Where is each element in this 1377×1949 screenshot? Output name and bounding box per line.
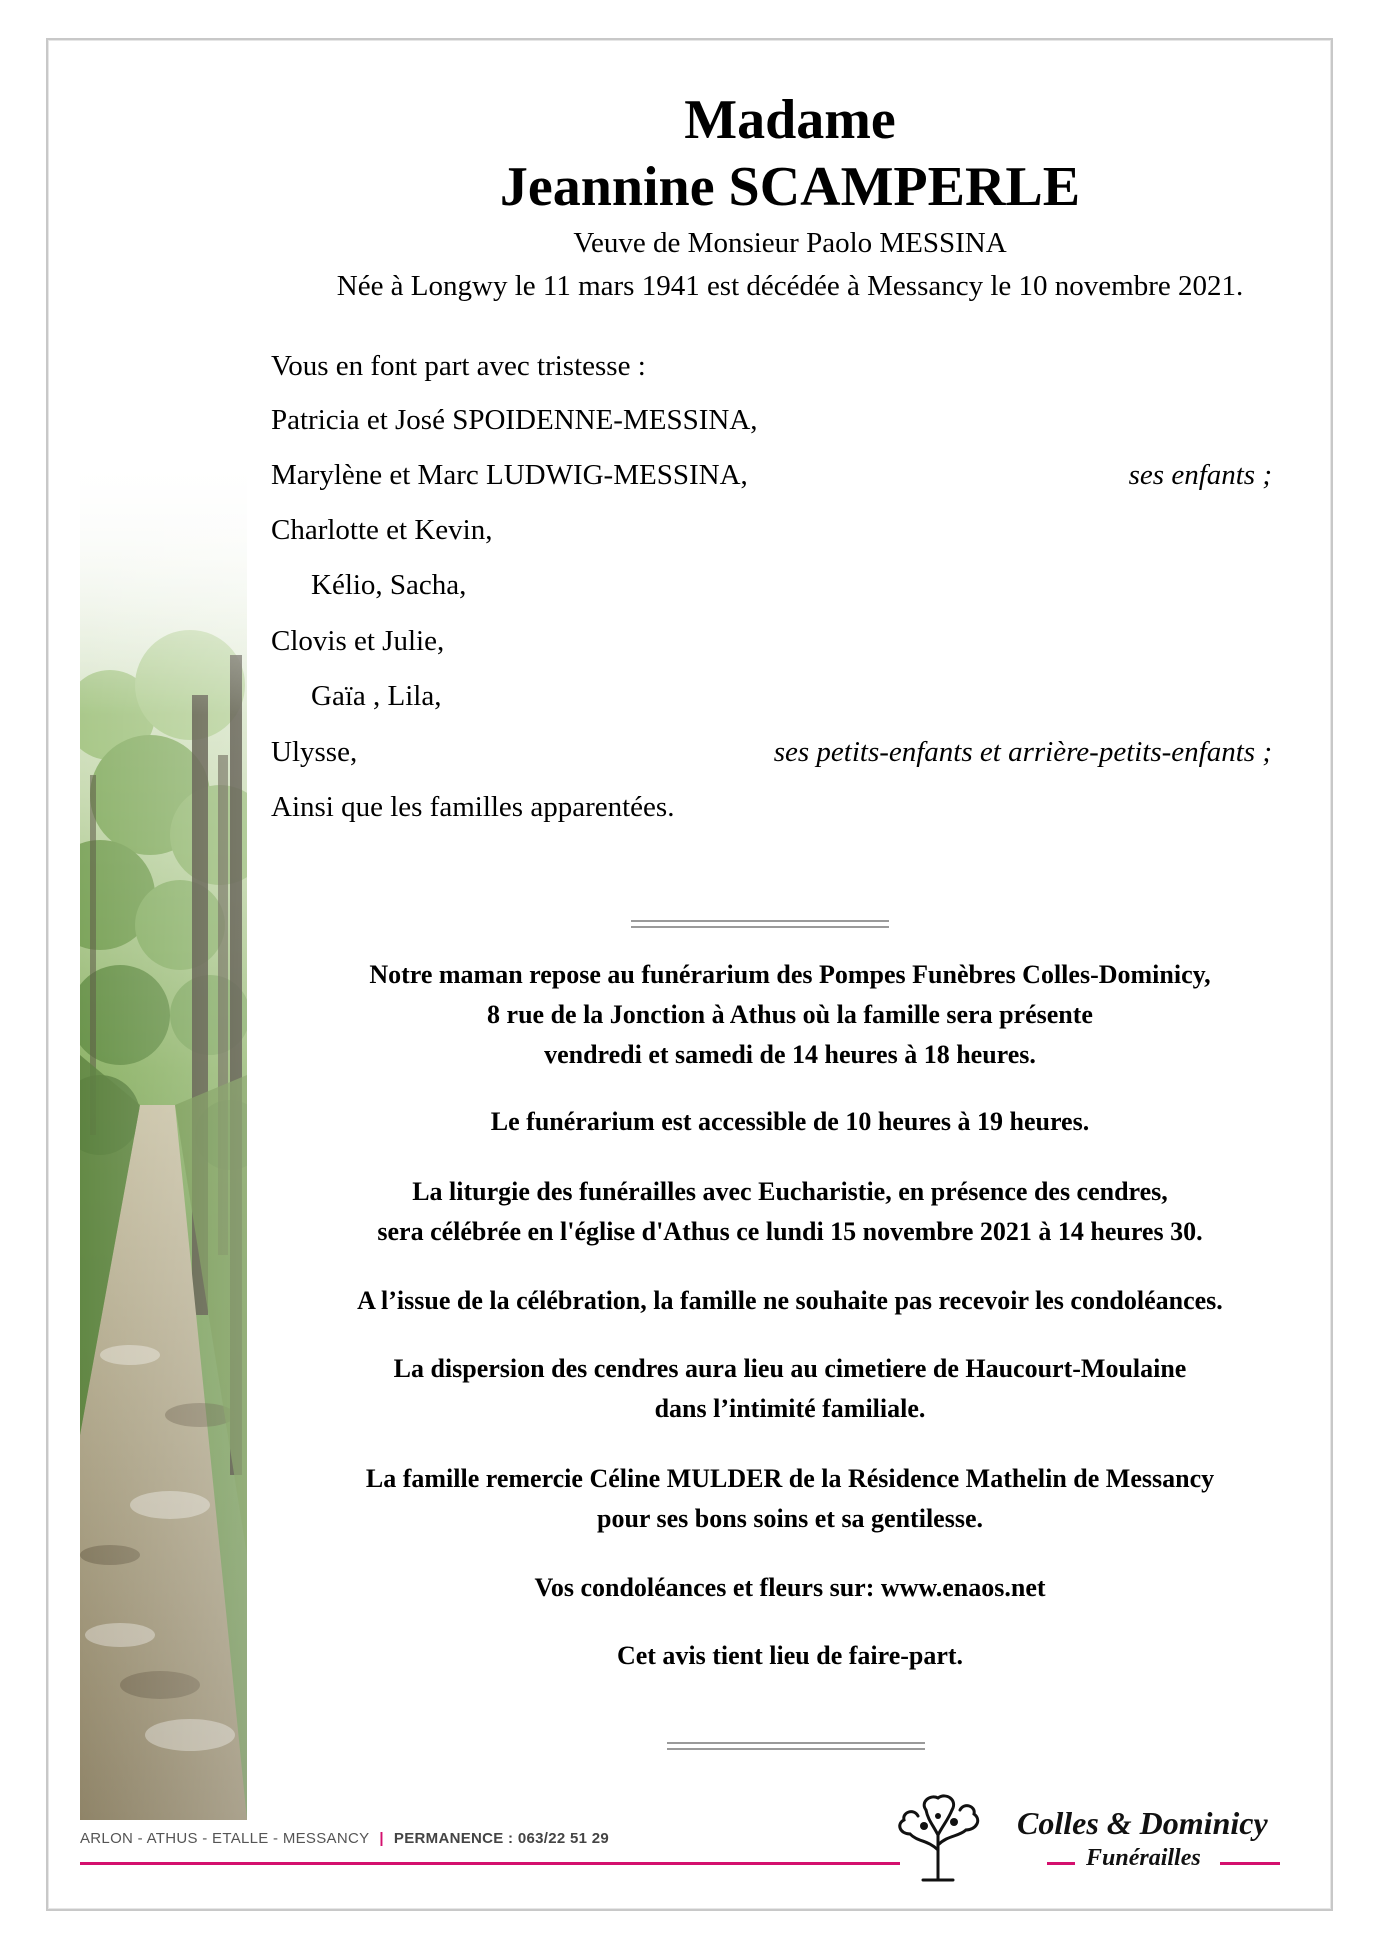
dispersion-notice [260, 1349, 1320, 1429]
family-line: Clovis et Julie, [271, 625, 445, 657]
website-notice: Vos condoléances et fleurs sur: www.enaos.net [534, 1573, 1046, 1602]
family-intro: Vous en font part avec tristesse : [271, 350, 646, 382]
notice-line: La famille remercie Céline MULDER de la Résidence Mathelin de Messancy [365, 1464, 1215, 1493]
notice-line: pour ses bons soins et sa gentilesse. [597, 1504, 983, 1533]
birth-death-line: Née à Longwy le 11 mars 1941 est décédée à Messancy le 10 novembre 2021. [336, 270, 1244, 302]
forest-path-image [80, 455, 247, 1820]
brand-name: Colles & Dominicy [1017, 1805, 1268, 1841]
tree-icon [888, 1790, 988, 1890]
notice-line: vendredi et samedi de 14 heures à 18 heures. [544, 1040, 1036, 1069]
condolences-notice: A l’issue de la célébration, la famille ne souhaite pas recevoir les condoléances. [357, 1286, 1223, 1315]
funerarium-notice [260, 955, 1320, 1075]
divider-top [631, 920, 889, 928]
footer-pink-line-left [80, 1862, 900, 1865]
family-line: Kélio, Sacha, [311, 569, 467, 601]
family-line: Marylène et Marc LUDWIG-MESSINA, [271, 459, 748, 491]
notice-line: La liturgie des funérailles avec Eucharistie, en présence des cendres, [412, 1177, 1168, 1206]
liturgy-notice [260, 1172, 1320, 1252]
brand-subtitle: Funérailles [1086, 1845, 1201, 1871]
faire-part-notice: Cet avis tient lieu de faire-part. [616, 1641, 964, 1670]
notice-line: sera célébrée en l'église d'Athus ce lundi 15 novembre 2021 à 14 heures 30. [377, 1217, 1203, 1246]
footer-separator: | [379, 1830, 384, 1847]
notice-line: Notre maman repose au funérarium des Pompes Funèbres Colles-Dominicy, [369, 960, 1211, 989]
notice-line: La dispersion des cendres aura lieu au cimetiere de Haucourt-Moulaine [393, 1354, 1187, 1383]
children-label: ses enfants ; [1128, 459, 1272, 491]
widow-of-line: Veuve de Monsieur Paolo MESSINA [573, 227, 1007, 259]
family-line: Ulysse, [271, 736, 358, 768]
honorific-title: Madame [684, 89, 896, 151]
grandchildren-label: ses petits-enfants et arrière-petits-enfants ; [773, 736, 1272, 768]
deceased-name: Jeannine SCAMPERLE [499, 156, 1081, 218]
family-line: Charlotte et Kevin, [271, 514, 493, 546]
permanence-phone: PERMANENCE : 063/22 51 29 [393, 1830, 609, 1847]
access-notice: Le funérarium est accessible de 10 heures à 19 heures. [490, 1107, 1090, 1136]
family-line: Ainsi que les familles apparentées. [271, 791, 675, 823]
divider-bottom [667, 1742, 925, 1750]
thanks-notice [260, 1459, 1320, 1539]
notice-line: dans l’intimité familiale. [654, 1394, 926, 1423]
family-line: Patricia et José SPOIDENNE-MESSINA, [271, 404, 758, 436]
footer-locations [80, 1830, 609, 1847]
footer-pink-line-mid [1047, 1862, 1075, 1865]
notice-line: 8 rue de la Jonction à Athus où la famille sera présente [487, 1000, 1093, 1029]
family-line: Gaïa , Lila, [311, 680, 442, 712]
locations-text: ARLON - ATHUS - ETALLE - MESSANCY [80, 1830, 370, 1847]
footer-pink-line-right [1220, 1862, 1280, 1865]
